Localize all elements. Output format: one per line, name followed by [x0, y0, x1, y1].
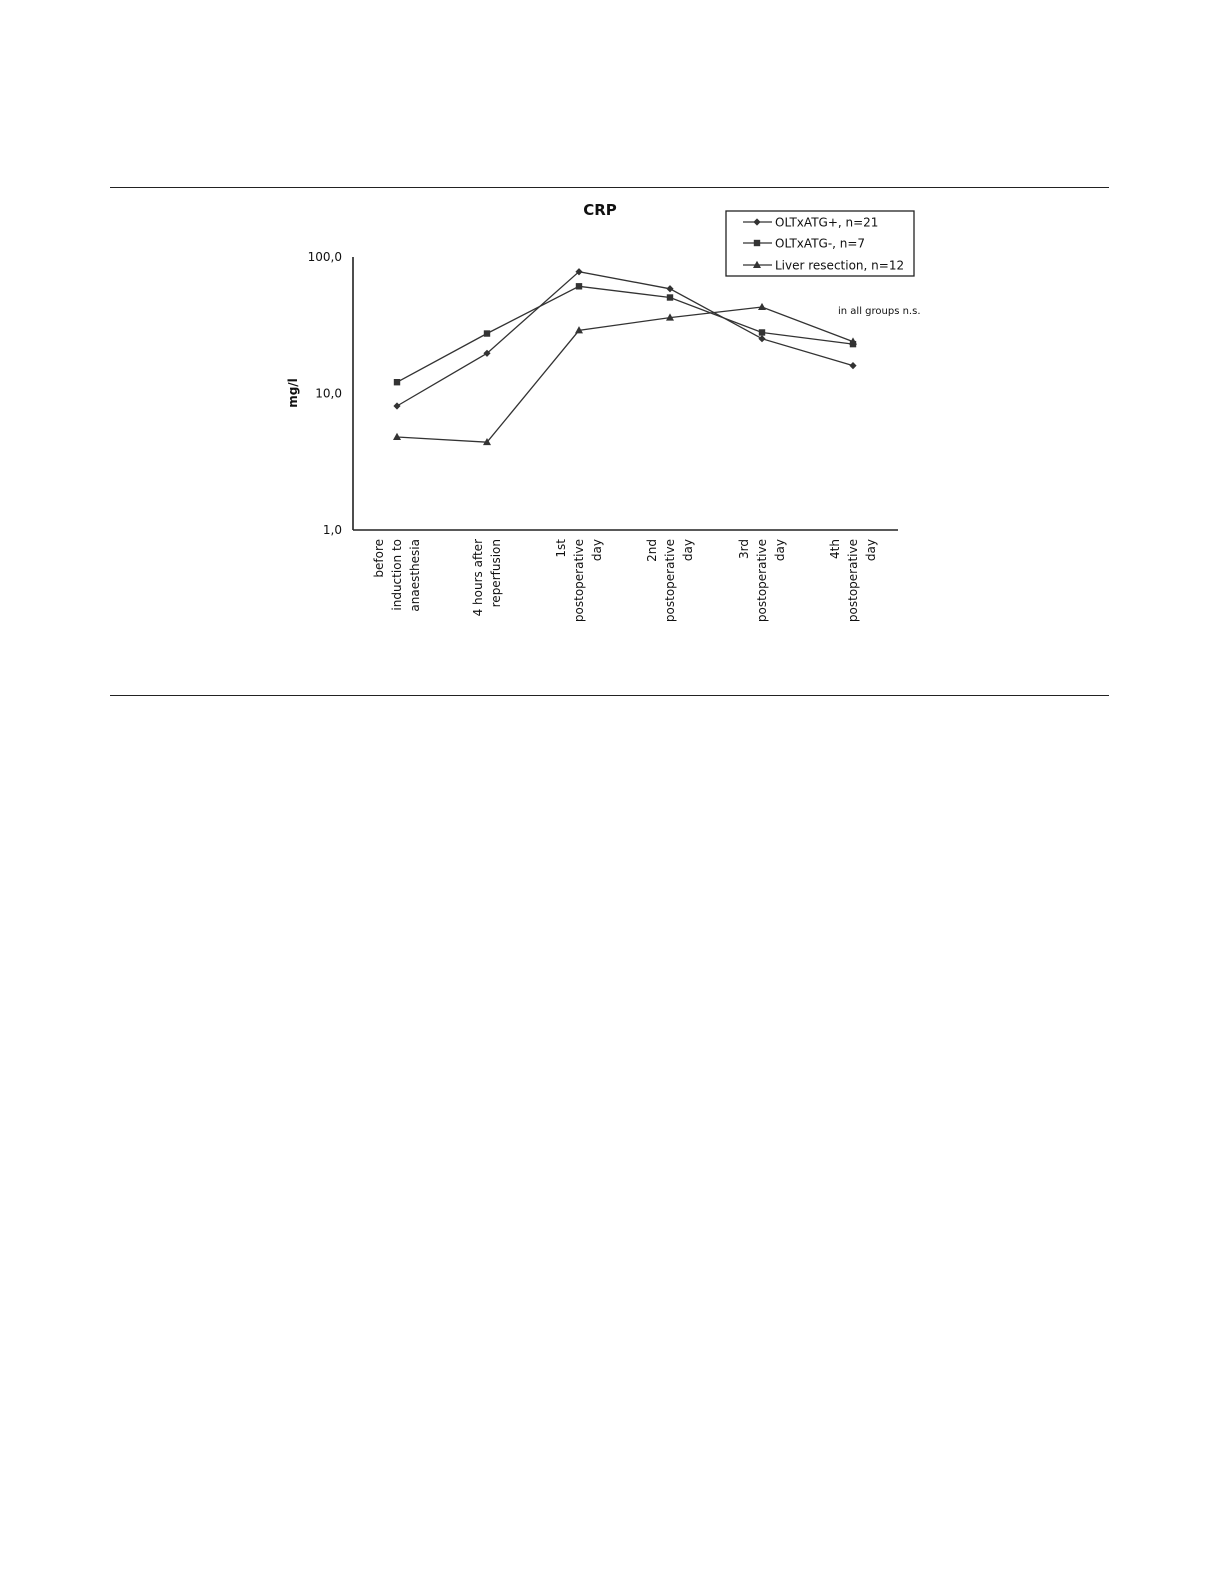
x-tick-label-line: postoperative — [755, 539, 769, 623]
y-tick-label: 10,0 — [315, 386, 342, 401]
data-point — [758, 303, 766, 310]
data-point — [393, 402, 400, 409]
x-tick-label-line: postoperative — [572, 539, 586, 623]
legend-label: OLTxATG-, n=7 — [775, 236, 866, 251]
data-point — [666, 285, 673, 292]
x-tick-label-line: day — [864, 539, 878, 562]
annotation-ns: in all groups n.s. — [838, 306, 921, 317]
data-point — [758, 335, 765, 342]
x-tick-label-line: 4th — [828, 539, 842, 559]
data-point — [667, 294, 673, 300]
x-tick-label — [645, 539, 695, 622]
x-tick-label-line: reperfusion — [489, 539, 503, 608]
data-point — [576, 283, 582, 289]
x-tick-label-line: anaesthesia — [408, 539, 422, 612]
x-tick-label-line: 2nd — [645, 539, 659, 562]
legend-label: OLTxATG+, n=21 — [775, 215, 879, 230]
series-line — [397, 307, 853, 442]
y-axis-label: mg/l — [286, 378, 300, 408]
series-line — [397, 286, 853, 382]
x-tick-label-line: before — [372, 539, 386, 578]
chart-title: CRP — [583, 201, 617, 219]
y-tick-label: 1,0 — [322, 523, 342, 537]
y-tick-label: 100,0 — [307, 250, 342, 264]
data-point — [759, 329, 765, 335]
x-tick-label-line: day — [590, 539, 604, 562]
x-tick-label-line: postoperative — [663, 539, 677, 623]
x-tick-label-line: day — [773, 539, 787, 562]
legend-swatch-marker — [754, 240, 760, 246]
x-tick-label — [471, 539, 503, 616]
x-tick-label — [372, 539, 422, 612]
x-tick-label-line: 1st — [554, 539, 568, 558]
x-tick-label — [554, 539, 604, 622]
data-point — [394, 379, 400, 385]
x-tick-label — [828, 539, 878, 622]
x-tick-label-line: postoperative — [846, 539, 860, 623]
x-tick-label-line: 4 hours after — [471, 539, 485, 617]
data-point — [849, 362, 856, 369]
x-tick-label — [737, 539, 787, 622]
x-tick-label-line: induction to — [390, 539, 404, 611]
data-point — [393, 433, 401, 440]
data-point — [484, 330, 490, 336]
x-tick-label-line: day — [681, 539, 695, 562]
legend-label: Liver resection, n=12 — [775, 258, 905, 273]
x-tick-label-line: 3rd — [737, 539, 751, 559]
